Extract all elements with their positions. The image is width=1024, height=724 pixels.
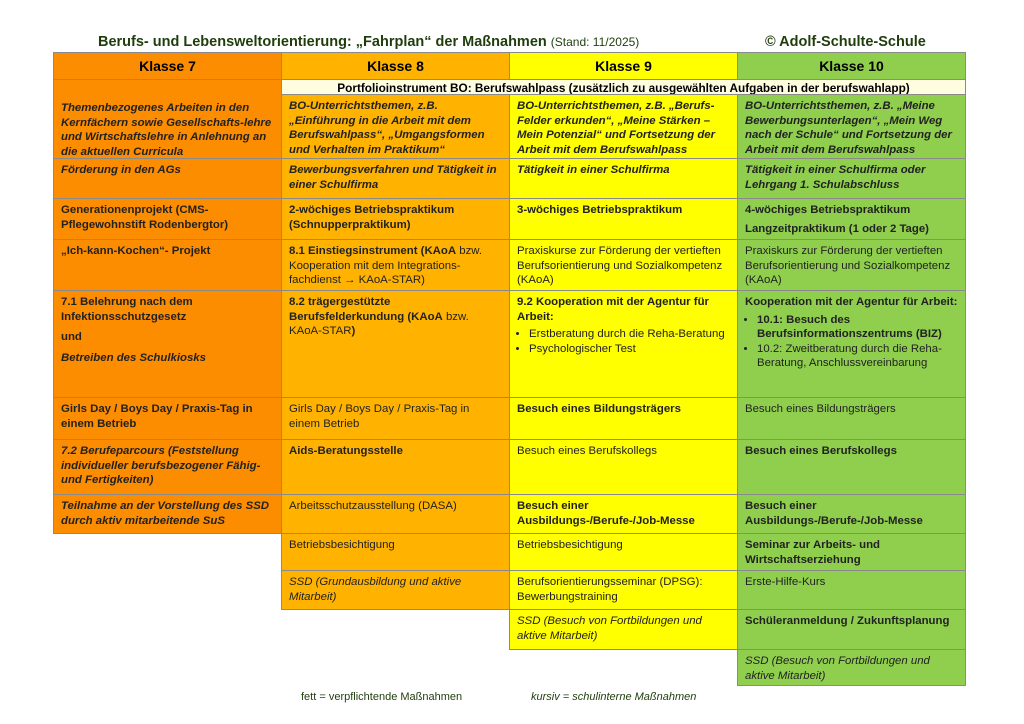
k10-row-berufskolleg: Besuch eines Berufskollegs xyxy=(737,439,966,495)
k9-row-betriebsbesichtigung: Betriebsbesichtigung xyxy=(509,533,738,571)
k9-row-praxiskurse: Praxiskurse zur Förderung der vertieften Berufsorientierung und Sozialkompetenz (KAoA) xyxy=(509,239,738,291)
list-item: • Psychologischer Test xyxy=(529,342,730,357)
k8-row-arbeitsschutzausstellung: Arbeitsschutzausstellung (DASA) xyxy=(281,494,510,534)
k8-row-bewerbungsverfahren: Bewerbungsverfahren und Tätigkeit in einer Schulfirma xyxy=(281,158,510,199)
k10-row-schulfirma-lehrgang: Tätigkeit in einer Schulfirma oder Lehrgang 1. Schulabschluss xyxy=(737,158,966,199)
k9-row-betriebspraktikum: 3-wöchiges Betriebspraktikum xyxy=(509,198,738,240)
list-item: • 10.1: Besuch des Berufsinformationszentrums (BIZ) xyxy=(757,313,958,342)
column-header-klasse-8: Klasse 8 xyxy=(281,52,510,80)
k7-row-generationenprojekt: Generationenprojekt (CMS-Pflegewohnstift Rodenbergtor) xyxy=(53,198,282,240)
list-item: • 10.2: Zweitberatung durch die Reha-Beratung, Anschlussvereinbarung xyxy=(757,342,958,371)
title-text: Berufs- und Lebensweltorientierung: „Fahrplan“ der Maßnahmen xyxy=(98,34,547,50)
k10-row-bildungstraeger: Besuch eines Bildungsträgers xyxy=(737,397,966,440)
column-header-klasse-7: Klasse 7 xyxy=(53,52,282,80)
k10-row-praxiskurs: Praxiskurs zur Förderung der vertieften Berufsorientierung und Sozialkompetenz (KAoA) xyxy=(737,239,966,291)
k10-row-bo-unterrichtsthemen: BO-Unterrichtsthemen, z.B. „Meine Bewerbungsunterlagen“, „Mein Weg nach der Schule“ und Fortsetzung der Arbeit mit dem Berufswahlpass xyxy=(737,94,966,159)
k9-row-agentur-fuer-arbeit xyxy=(509,290,738,398)
k10-row-job-messe: Besuch einer Ausbildungs-/Berufe-/Job-Messe xyxy=(737,494,966,534)
k10-row-ssd: SSD (Besuch von Fortbildungen und aktive Mitarbeit) xyxy=(737,649,966,686)
k7-und-text: und xyxy=(61,331,82,344)
k10-row-agentur-fuer-arbeit xyxy=(737,290,966,398)
k7-row-foerderung-ags: Förderung in den AGs xyxy=(53,158,282,199)
k8-row-berufsfelderkundung xyxy=(281,290,510,398)
k8-berufsfelderkundung-end: ) xyxy=(351,325,356,338)
k9-row-schulfirma: Tätigkeit in einer Schulfirma xyxy=(509,158,738,199)
k8-row-girls-boys-day: Girls Day / Boys Day / Praxis-Tag in einem Betrieb xyxy=(281,397,510,440)
k9-row-ssd: SSD (Besuch von Fortbildungen und aktive Mitarbeit) xyxy=(509,609,738,650)
k8-row-aids-beratungsstelle: Aids-Beratungsstelle xyxy=(281,439,510,495)
k10-row-erste-hilfe-kurs: Erste-Hilfe-Kurs xyxy=(737,570,966,610)
portfolio-banner: Portfolioinstrument BO: Berufswahlpass (zusätzlich zu ausgewählten Aufgaben in der berufswahlapp) xyxy=(281,79,966,95)
document-title xyxy=(98,34,639,50)
school-name: © Adolf-Schulte-Schule xyxy=(765,34,926,50)
legend-bold: fett = verpflichtende Maßnahmen xyxy=(301,691,463,703)
k9-row-bo-unterrichtsthemen: BO-Unterrichtsthemen, z.B. „Berufs-Felder erkunden“, „Meine Stärken – Mein Potenzial“ und Fortsetzung der Arbeit mit dem Berufswahlpass xyxy=(509,94,738,159)
k9-row-job-messe: Besuch einer Ausbildungs-/Berufe-/Job-Messe xyxy=(509,494,738,534)
k7-schulkiosk-text: Betreiben des Schulkiosks xyxy=(61,351,206,364)
k9-row-berufsorientierungsseminar: Berufsorientierungsseminar (DPSG): Bewerbungstraining xyxy=(509,570,738,610)
k8-row-betriebspraktikum: 2-wöchiges Betriebspraktikum (Schnupperpraktikum) xyxy=(281,198,510,240)
k9-agentur-heading: 9.2 Kooperation mit der Agentur für Arbeit: xyxy=(517,296,709,323)
k9-row-bildungstraeger: Besuch eines Bildungsträgers xyxy=(509,397,738,440)
k8-row-bo-unterrichtsthemen: BO-Unterrichtsthemen, z.B. „Einführung in die Arbeit mit dem Berufswahlpass“, „Umgangsformen und Verhalten im Praktikum“ xyxy=(281,94,510,159)
k9-row-berufskolleg: Besuch eines Berufskollegs xyxy=(509,439,738,495)
k8-einstiegsinstrument-rest: bzw. Kooperation mit dem Integrations-fachdienst → KAoA-STAR) xyxy=(289,245,483,287)
k8-row-betriebsbesichtigung: Betriebsbesichtigung xyxy=(281,533,510,571)
k10-betriebspraktikum-text: 4-wöchiges Betriebspraktikum xyxy=(745,204,911,216)
legend-italic: kursiv = schulinterne Maßnahmen xyxy=(531,691,697,703)
k7-row-girls-boys-day: Girls Day / Boys Day / Praxis-Tag in einem Betrieb xyxy=(53,397,282,440)
k10-agentur-heading: Kooperation mit der Agentur für Arbeit: xyxy=(745,296,958,308)
k7-row-ssd-vorstellung: Teilnahme an der Vorstellung des SSD durch aktiv mitarbeitende SuS xyxy=(53,494,282,534)
k8-einstiegsinstrument-bold: 8.1 Einstiegsinstrument (KAoA xyxy=(289,245,457,257)
column-header-klasse-9: Klasse 9 xyxy=(509,52,738,80)
k10-row-schueleranmeldung: Schüleranmeldung / Zukunftsplanung xyxy=(737,609,966,650)
k8-berufsfelderkundung-mid: bzw. KAoA-STAR xyxy=(289,310,469,338)
k7-row-belehrung-und-kiosk xyxy=(53,290,282,398)
stand-date: (Stand: 11/2025) xyxy=(550,35,640,49)
k8-berufsfelderkundung-bold: 8.2 trägergestützte Berufsfelderkundung (KAoA xyxy=(289,296,443,323)
k10-row-seminar-wirtschaftserziehung: Seminar zur Arbeits- und Wirtschaftserziehung xyxy=(737,533,966,571)
k7-row-berufeparcours: 7.2 Berufeparcours (Feststellung individueller berufsbezogener Fähig-und Fertigkeiten) xyxy=(53,439,282,495)
k8-row-ssd: SSD (Grundausbildung und aktive Mitarbeit) xyxy=(281,570,510,610)
k9-agentur-list xyxy=(517,327,730,356)
column-header-klasse-10: Klasse 10 xyxy=(737,52,966,80)
k7-row-ich-kann-kochen: „Ich-kann-Kochen“- Projekt xyxy=(53,239,282,291)
k7-belehrung-text: 7.1 Belehrung nach dem Infektionsschutzgesetz xyxy=(61,296,193,323)
list-item: • Erstberatung durch die Reha-Beratung xyxy=(529,327,730,342)
k10-agentur-list xyxy=(745,313,958,371)
k8-row-einstiegsinstrument xyxy=(281,239,510,291)
k10-langzeitpraktikum-text: Langzeitpraktikum (1 oder 2 Tage) xyxy=(745,222,929,235)
k10-row-betriebspraktikum xyxy=(737,198,966,240)
k7-row-themenbezogenes-arbeiten: Themenbezogenes Arbeiten in den Kernfächern sowie Gesellschafts-lehre und Wirtschaftslehre in Anlehnung an die aktuellen Curricula xyxy=(53,79,282,159)
